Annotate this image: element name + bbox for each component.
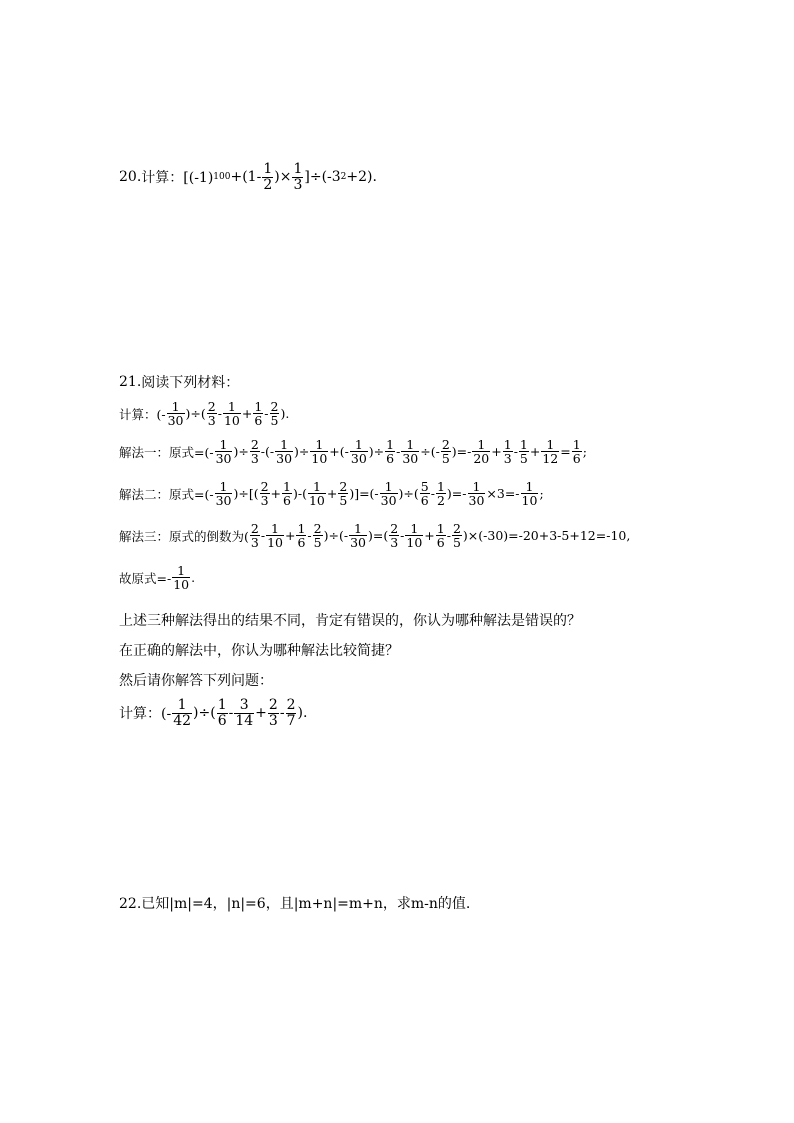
q21-calc-expression: 计算：(- $\frac{1}{30}$ )÷( $\frac{2}{3}$ - $\frac{1}{10}$ + $\frac{1}{6}$ - $\frac{2}{5}$ ). [119, 399, 290, 429]
fraction: $\frac{1}{6}$ [254, 399, 263, 429]
fraction: $\frac{1}{10}$ [223, 399, 240, 429]
q21-question-1: 上述三种解法得出的结果不同，肯定有错误的，你认为哪种解法是错误的？ [119, 613, 581, 629]
fraction: $\frac{1}{5}$ [519, 437, 528, 467]
fraction: $\frac{1}{30}$ [468, 479, 485, 509]
q21-method-3: 解法三：原式的倒数为( $\frac{2}{3}$ - $\frac{1}{10}$ + $\frac{1}{6}$ - $\frac{2}{5}$ )÷(- $\frac{1}{30}$ )=( $\frac{2}{3}$ - $\frac{1}{10}$ + $\frac{1}{6}$ - $\frac{2}{5}$ )×(-30)=-20+3-5+12=-10, [119, 521, 631, 551]
fraction: $\frac{1}{30}$ [215, 479, 232, 509]
fraction: $\frac{2}{5}$ [441, 437, 450, 467]
fraction: $\frac{1}{3}$ [293, 161, 303, 193]
q21-number: 21. [119, 374, 142, 390]
fraction: $\frac{2}{3}$ [260, 479, 269, 509]
q21-method-3-conclusion: 故原式=- $\frac{1}{10}$ . [119, 563, 196, 593]
fraction: $\frac{2}{5}$ [339, 479, 348, 509]
q21-question-3: 然后请你解答下列问题： [119, 673, 273, 689]
fraction: $\frac{1}{10}$ [173, 563, 190, 593]
fraction: $\frac{2}{7}$ [286, 697, 296, 729]
fraction: $\frac{1}{6}$ [297, 521, 306, 551]
fraction: $\frac{1}{30}$ [350, 521, 366, 551]
fraction: $\frac{1}{6}$ [436, 521, 445, 551]
fraction: $\frac{1}{6}$ [386, 437, 395, 467]
fraction: $\frac{2}{3}$ [250, 437, 259, 467]
question-20: 20. 计算：[(-1) 100 +(1- $\frac{1}{2}$ )× $\frac{1}{3}$ ]÷(-3 2 +2). [119, 161, 377, 193]
fraction: $\frac{1}{6}$ [283, 479, 291, 509]
q20-number: 20. [119, 169, 142, 186]
q21-task-expression: 计算：(- $\frac{1}{42}$ )÷( $\frac{1}{6}$ - $\frac{3}{14}$ + $\frac{2}{3}$ - $\frac{2}{7}$ ). [119, 697, 308, 729]
fraction: $\frac{1}{12}$ [542, 437, 559, 467]
fraction: $\frac{1}{6}$ [572, 437, 581, 467]
fraction: $\frac{3}{14}$ [235, 697, 254, 729]
question-22: 22.已知|m|=4，|n|=6，且|m+n|=m+n，求m-n的值. [119, 896, 471, 912]
fraction: $\frac{1}{20}$ [473, 437, 490, 467]
fraction: $\frac{2}{5}$ [452, 521, 461, 551]
fraction: $\frac{2}{3}$ [390, 521, 399, 551]
fraction: $\frac{1}{10}$ [267, 521, 283, 551]
fraction: $\frac{1}{2}$ [263, 161, 273, 193]
q21-method-2: 解法二：原式=(- $\frac{1}{30}$ )÷[( $\frac{2}{3}$ + $\frac{1}{6}$ )-( $\frac{1}{10}$ + $\frac{2}{5}$ )]=(- $\frac{1}{30}$ )÷( $\frac{5}{6}$ - $\frac{1}{2}$ )=- $\frac{1}{30}$ ×3=- $\frac{1}{10}$ ; [119, 479, 544, 509]
fraction: $\frac{1}{30}$ [167, 399, 184, 429]
fraction: $\frac{2}{5}$ [313, 521, 322, 551]
fraction: $\frac{1}{10}$ [311, 437, 328, 467]
fraction: $\frac{5}{6}$ [420, 479, 429, 509]
fraction: $\frac{1}{42}$ [173, 697, 192, 729]
fraction: $\frac{2}{5}$ [270, 399, 279, 429]
fraction: $\frac{1}{30}$ [350, 437, 367, 467]
fraction: $\frac{1}{30}$ [402, 437, 419, 467]
fraction: $\frac{2}{3}$ [250, 521, 259, 551]
fraction: $\frac{1}{6}$ [217, 697, 227, 729]
q21-method-1: 解法一：原式=(- $\frac{1}{30}$ )÷ $\frac{2}{3}$ -(- $\frac{1}{30}$ )÷ $\frac{1}{10}$ +(- $\frac{1}{30}$ )÷ $\frac{1}{6}$ - $\frac{1}{30}$ ÷(- $\frac{2}{5}$ )=- $\frac{1}{20}$ + $\frac{1}{3}$ - $\frac{1}{5}$ + $\frac{1}{12}$ = $\frac{1}{6}$ ; [119, 437, 587, 467]
fraction: $\frac{1}{30}$ [276, 437, 293, 467]
fraction: $\frac{1}{2}$ [436, 479, 445, 509]
fraction: $\frac{1}{10}$ [521, 479, 538, 509]
fraction: $\frac{1}{30}$ [380, 479, 397, 509]
fraction: $\frac{1}{10}$ [406, 521, 423, 551]
fraction: $\frac{2}{3}$ [268, 697, 278, 729]
fraction: $\frac{1}{3}$ [503, 437, 512, 467]
fraction: $\frac{2}{3}$ [207, 399, 216, 429]
question-21-title: 21. 阅读下列材料： [119, 374, 240, 391]
fraction: $\frac{1}{10}$ [308, 479, 325, 509]
q21-question-2: 在正确的解法中，你认为哪种解法比较简捷？ [119, 643, 399, 659]
fraction: $\frac{1}{30}$ [215, 437, 232, 467]
